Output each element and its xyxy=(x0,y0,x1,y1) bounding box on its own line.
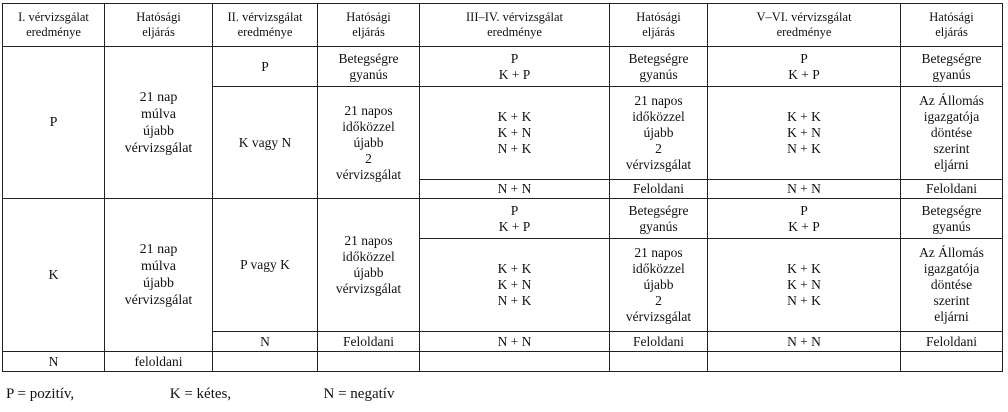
second-result-cell: K vagy N xyxy=(213,87,318,199)
table-row xyxy=(3,47,1003,87)
first-action-p: 21 nap múlva újabb vérvizsgálat xyxy=(105,47,213,199)
fifth-action-cell: Az Állomás igazgatója döntése szerint eljárni xyxy=(901,239,1003,332)
empty-cell xyxy=(901,352,1003,372)
fifth-action-cell: Feloldani xyxy=(901,332,1003,352)
header-first-action: Hatósági eljárás xyxy=(105,4,213,47)
header-fifth-action: Hatósági eljárás xyxy=(901,4,1003,47)
legend-negative: N = negatív xyxy=(323,386,395,402)
third-action-cell: 21 napos időközzel újabb 2 vérvizsgálat xyxy=(610,239,708,332)
empty-cell xyxy=(708,352,901,372)
third-result-cell: K + K K + N N + K xyxy=(420,87,610,180)
legend xyxy=(6,386,394,403)
third-action-cell: Feloldani xyxy=(610,180,708,199)
fifth-action-cell: Betegségre gyanús xyxy=(901,199,1003,239)
fifth-action-cell: Az Állomás igazgatója döntése szerint eljárni xyxy=(901,87,1003,180)
third-result-cell: K + K K + N N + K xyxy=(420,239,610,332)
second-action-cell: 21 napos időközzel újabb 2 vérvizsgálat xyxy=(318,87,420,199)
header-second-action: Hatósági eljárás xyxy=(318,4,420,47)
second-result-cell: P vagy K xyxy=(213,199,318,332)
first-action-k: 21 nap múlva újabb vérvizsgálat xyxy=(105,199,213,352)
legend-doubtful: K = kétes, xyxy=(169,386,232,402)
third-result-cell: P K + P xyxy=(420,47,610,87)
header-first-result: I. vérvizsgálat eredménye xyxy=(3,4,105,47)
fifth-result-cell: K + K K + N N + K xyxy=(708,87,901,180)
first-result-k: K xyxy=(3,199,105,352)
header-third-result: III–IV. vérvizsgálat eredménye xyxy=(420,4,610,47)
fifth-action-cell: Betegségre gyanús xyxy=(901,47,1003,87)
header-row xyxy=(3,4,1003,47)
blood-test-procedure-table xyxy=(2,3,1002,383)
empty-cell xyxy=(610,352,708,372)
legend-positive: P = pozitív, xyxy=(6,386,75,402)
third-result-cell: P K + P xyxy=(420,199,610,239)
third-result-cell: N + N xyxy=(420,180,610,199)
fifth-result-cell: N + N xyxy=(708,180,901,199)
table-row xyxy=(3,352,1003,372)
first-result-n: N xyxy=(3,352,105,372)
table-row xyxy=(3,199,1003,239)
fifth-result-cell: P K + P xyxy=(708,47,901,87)
empty-cell xyxy=(213,352,318,372)
third-action-cell: Betegségre gyanús xyxy=(610,199,708,239)
header-fifth-result: V–VI. vérvizsgálat eredménye xyxy=(708,4,901,47)
third-action-cell: Betegségre gyanús xyxy=(610,47,708,87)
second-action-cell: 21 napos időközzel újabb vérvizsgálat xyxy=(318,199,420,332)
second-action-cell: Feloldani xyxy=(318,332,420,352)
fifth-result-cell: K + K K + N N + K xyxy=(708,239,901,332)
first-result-p: P xyxy=(3,47,105,199)
second-result-cell: N xyxy=(213,332,318,352)
fifth-result-cell: N + N xyxy=(708,332,901,352)
second-action-cell: Betegségre gyanús xyxy=(318,47,420,87)
second-result-cell: P xyxy=(213,47,318,87)
first-action-n: feloldani xyxy=(105,352,213,372)
header-third-action: Hatósági eljárás xyxy=(610,4,708,47)
empty-cell xyxy=(420,352,610,372)
fifth-action-cell: Feloldani xyxy=(901,180,1003,199)
third-action-cell: 21 napos időközzel újabb 2 vérvizsgálat xyxy=(610,87,708,180)
third-result-cell: N + N xyxy=(420,332,610,352)
empty-cell xyxy=(318,352,420,372)
header-second-result: II. vérvizsgálat eredménye xyxy=(213,4,318,47)
third-action-cell: Feloldani xyxy=(610,332,708,352)
fifth-result-cell: P K + P xyxy=(708,199,901,239)
